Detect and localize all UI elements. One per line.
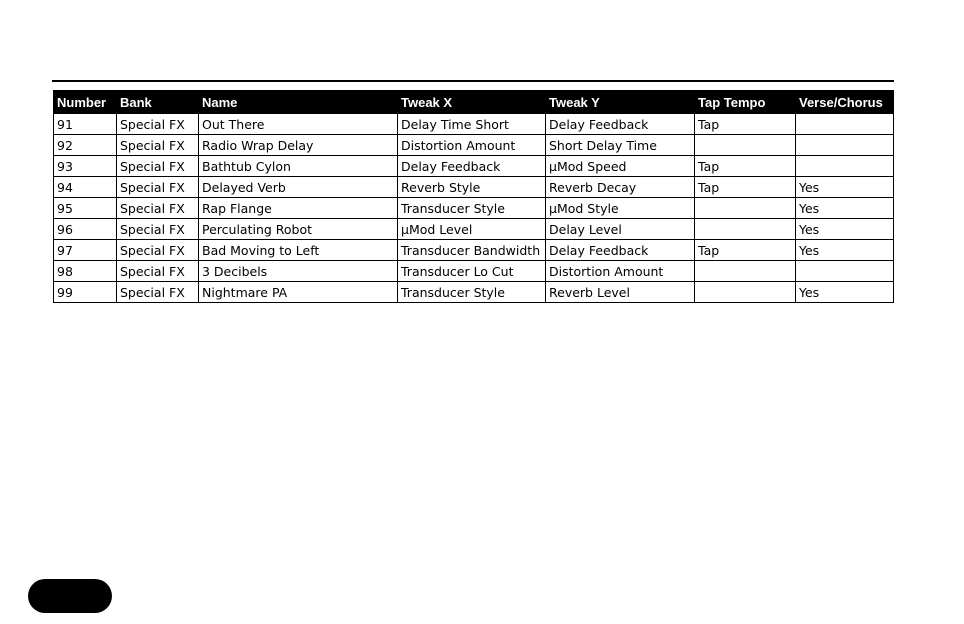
table-row xyxy=(54,114,894,135)
cell-verse-chorus: Yes xyxy=(796,177,894,198)
cell-tweak-y: Reverb Decay xyxy=(546,177,695,198)
cell-bank: Special FX xyxy=(117,219,199,240)
cell-tweak-y: Delay Feedback xyxy=(546,114,695,135)
table-row xyxy=(54,282,894,303)
cell-tweak-x: Transducer Style xyxy=(398,282,546,303)
column-header-bank: Bank xyxy=(117,91,199,114)
cell-name: Rap Flange xyxy=(199,198,398,219)
cell-verse-chorus xyxy=(796,261,894,282)
cell-tap-tempo xyxy=(695,135,796,156)
cell-number: 93 xyxy=(54,156,117,177)
cell-verse-chorus xyxy=(796,135,894,156)
cell-bank: Special FX xyxy=(117,177,199,198)
cell-tap-tempo xyxy=(695,261,796,282)
cell-tap-tempo: Tap xyxy=(695,240,796,261)
cell-tap-tempo xyxy=(695,219,796,240)
cell-bank: Special FX xyxy=(117,261,199,282)
preset-table xyxy=(53,90,894,303)
column-header-name: Name xyxy=(199,91,398,114)
column-header-tap-tempo: Tap Tempo xyxy=(695,91,796,114)
cell-number: 98 xyxy=(54,261,117,282)
cell-tap-tempo xyxy=(695,282,796,303)
column-header-number: Number xyxy=(54,91,117,114)
page-number-tab xyxy=(28,579,112,613)
cell-bank: Special FX xyxy=(117,240,199,261)
cell-tweak-x: µMod Level xyxy=(398,219,546,240)
cell-tap-tempo: Tap xyxy=(695,114,796,135)
cell-verse-chorus xyxy=(796,156,894,177)
cell-tweak-y: Delay Feedback xyxy=(546,240,695,261)
header-rule xyxy=(52,80,894,82)
table-header-row xyxy=(54,91,894,114)
cell-verse-chorus xyxy=(796,114,894,135)
cell-tweak-x: Delay Feedback xyxy=(398,156,546,177)
cell-verse-chorus: Yes xyxy=(796,198,894,219)
cell-name: Radio Wrap Delay xyxy=(199,135,398,156)
cell-tap-tempo: Tap xyxy=(695,156,796,177)
cell-name: Delayed Verb xyxy=(199,177,398,198)
table-row xyxy=(54,261,894,282)
cell-bank: Special FX xyxy=(117,156,199,177)
cell-name: Bathtub Cylon xyxy=(199,156,398,177)
cell-bank: Special FX xyxy=(117,198,199,219)
cell-number: 95 xyxy=(54,198,117,219)
table-row xyxy=(54,177,894,198)
table-row xyxy=(54,156,894,177)
cell-name: Out There xyxy=(199,114,398,135)
cell-number: 91 xyxy=(54,114,117,135)
cell-bank: Special FX xyxy=(117,114,199,135)
cell-number: 96 xyxy=(54,219,117,240)
cell-number: 97 xyxy=(54,240,117,261)
table-row xyxy=(54,240,894,261)
column-header-tweak-y: Tweak Y xyxy=(546,91,695,114)
cell-number: 92 xyxy=(54,135,117,156)
cell-tweak-x: Delay Time Short xyxy=(398,114,546,135)
cell-name: Nightmare PA xyxy=(199,282,398,303)
cell-tweak-y: Delay Level xyxy=(546,219,695,240)
cell-tweak-x: Transducer Lo Cut xyxy=(398,261,546,282)
cell-tweak-x: Distortion Amount xyxy=(398,135,546,156)
cell-tweak-y: µMod Style xyxy=(546,198,695,219)
table-row xyxy=(54,198,894,219)
cell-tap-tempo: Tap xyxy=(695,177,796,198)
cell-tweak-y: Short Delay Time xyxy=(546,135,695,156)
cell-bank: Special FX xyxy=(117,282,199,303)
column-header-verse-chorus: Verse/Chorus xyxy=(796,91,894,114)
cell-number: 99 xyxy=(54,282,117,303)
cell-tweak-y: Distortion Amount xyxy=(546,261,695,282)
table-row xyxy=(54,135,894,156)
cell-verse-chorus: Yes xyxy=(796,219,894,240)
cell-verse-chorus: Yes xyxy=(796,282,894,303)
cell-name: Bad Moving to Left xyxy=(199,240,398,261)
cell-tweak-x: Reverb Style xyxy=(398,177,546,198)
cell-tweak-y: Reverb Level xyxy=(546,282,695,303)
cell-number: 94 xyxy=(54,177,117,198)
cell-tweak-x: Transducer Bandwidth xyxy=(398,240,546,261)
cell-tweak-x: Transducer Style xyxy=(398,198,546,219)
cell-verse-chorus: Yes xyxy=(796,240,894,261)
cell-name: Perculating Robot xyxy=(199,219,398,240)
cell-tweak-y: µMod Speed xyxy=(546,156,695,177)
table-row xyxy=(54,219,894,240)
cell-tap-tempo xyxy=(695,198,796,219)
column-header-tweak-x: Tweak X xyxy=(398,91,546,114)
cell-bank: Special FX xyxy=(117,135,199,156)
cell-name: 3 Decibels xyxy=(199,261,398,282)
